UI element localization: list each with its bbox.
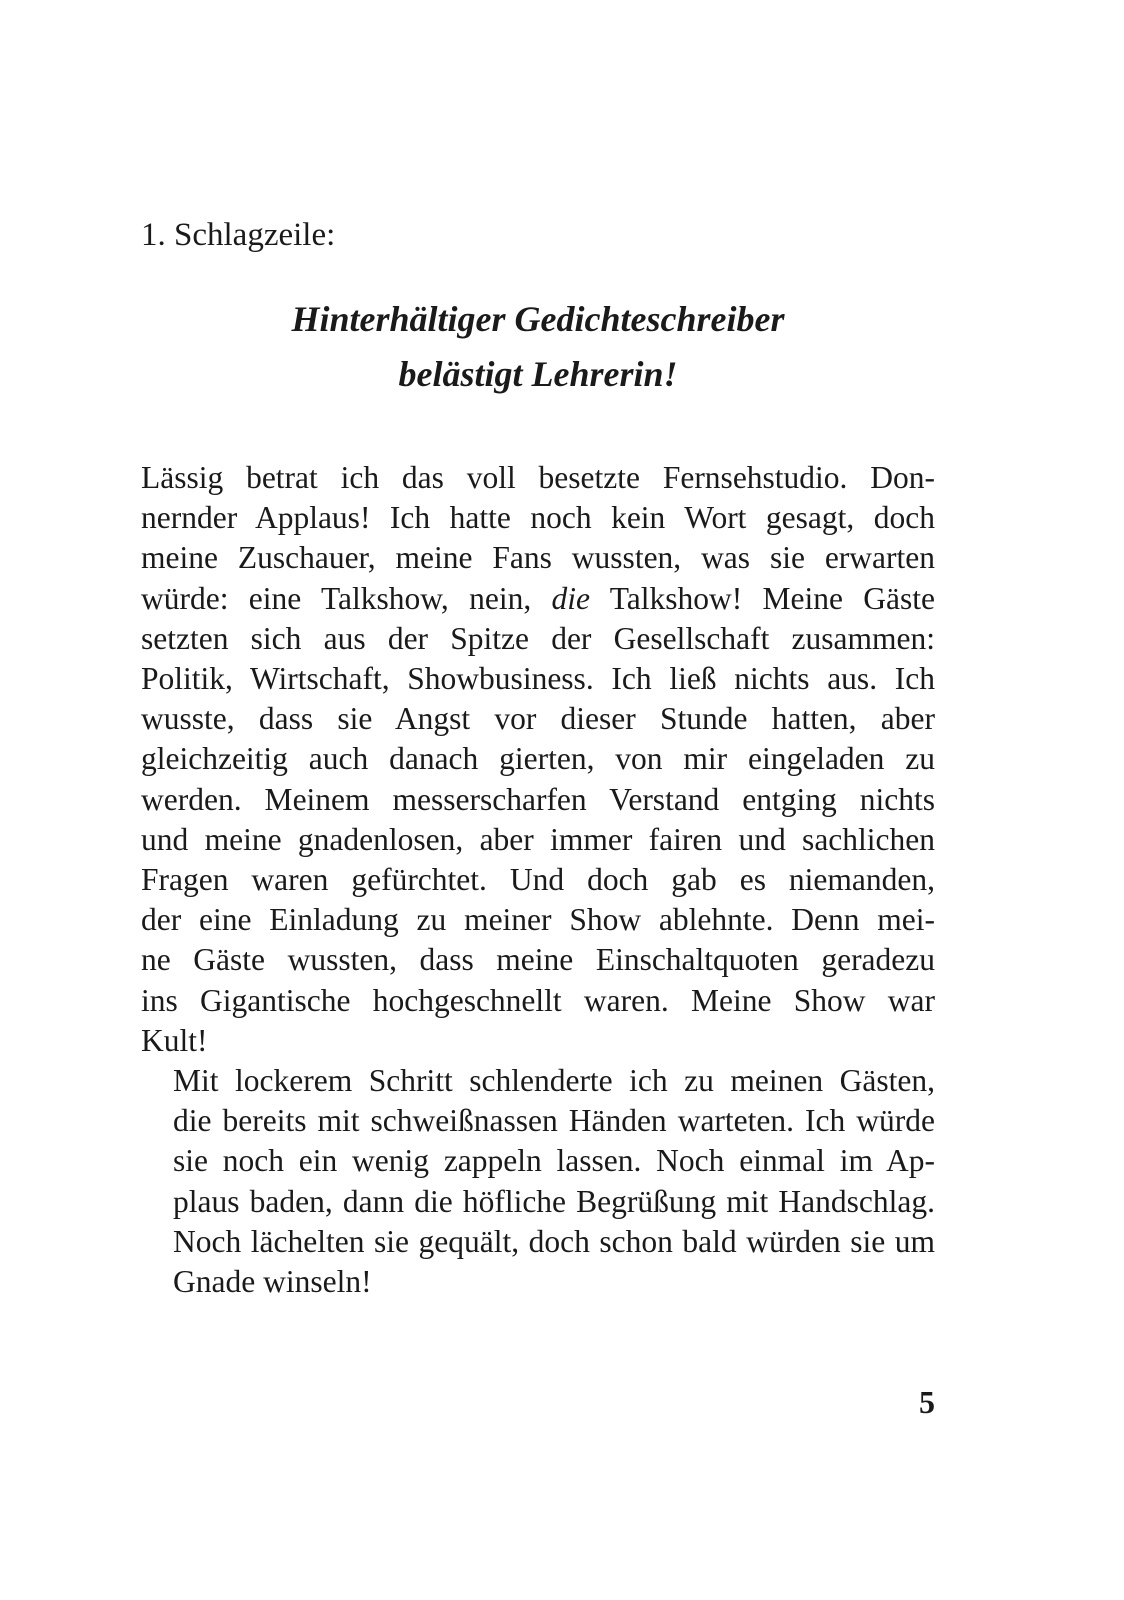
text-line: werden. Meinem messerscharfen Verstand entging nichts <box>141 781 935 817</box>
section-label: 1. Schlagzeile: <box>141 217 336 253</box>
text-segment: Talkshow! Meine Gäste <box>589 580 935 616</box>
text-line: nernder Applaus! Ich hatte noch kein Wort gesagt, doch <box>141 500 935 536</box>
text-segment: würde: eine Talkshow, nein, <box>141 580 552 616</box>
paragraph-1 <box>141 458 935 1061</box>
text-line: meine Zuschauer, meine Fans wussten, was sie erwarten <box>141 540 935 576</box>
text-line: und meine gnadenlosen, aber immer fairen und sachlichen <box>141 821 935 857</box>
text-line: Fragen waren gefürchtet. Und doch gab es niemanden, <box>141 862 935 898</box>
paragraph-2 <box>141 1061 935 1302</box>
text-line: ne Gäste wussten, dass meine Einschaltquoten geradezu <box>141 942 935 978</box>
text-line: ins Gigantische hochgeschnellt waren. Meine Show war <box>141 982 935 1018</box>
text-line: Lässig betrat ich das voll besetzte Fernsehstudio. Don- <box>141 460 935 495</box>
text-line: Mit lockerem Schritt schlenderte ich zu meinen Gästen, <box>173 1063 935 1099</box>
text-line: plaus baden, dann die höfliche Begrüßung mit Handschlag. <box>173 1183 935 1219</box>
headline-line-1: Hinterhältiger Gedichteschreiber <box>291 299 785 339</box>
text-line: wusste, dass sie Angst vor dieser Stunde hatten, aber <box>141 701 935 737</box>
text-line: gleichzeitig auch danach gierten, von mir eingeladen zu <box>141 741 935 777</box>
text-line: Noch lächelten sie gequält, doch schon bald würden sie um <box>173 1223 935 1259</box>
page-number: 5 <box>919 1384 935 1420</box>
text-line: Politik, Wirtschaft, Showbusiness. Ich ließ nichts aus. Ich <box>141 661 935 697</box>
text-line: setzten sich aus der Spitze der Gesellschaft zusammen: <box>141 620 935 656</box>
text-line-with-emphasis <box>141 579 935 619</box>
text-line: der eine Einladung zu meiner Show ablehnte. Denn mei- <box>141 902 935 938</box>
emphasized-word: die <box>551 580 590 616</box>
text-line: die bereits mit schweißnassen Händen warteten. Ich würde <box>173 1103 935 1139</box>
text-line: sie noch ein wenig zappeln lassen. Noch einmal im Ap- <box>173 1143 935 1179</box>
headline <box>141 292 935 402</box>
text-line: Gnade winseln! <box>173 1264 372 1300</box>
body-text <box>141 458 935 1302</box>
headline-line-2: belästigt Lehrerin! <box>398 354 678 394</box>
text-line: Kult! <box>141 1022 208 1058</box>
